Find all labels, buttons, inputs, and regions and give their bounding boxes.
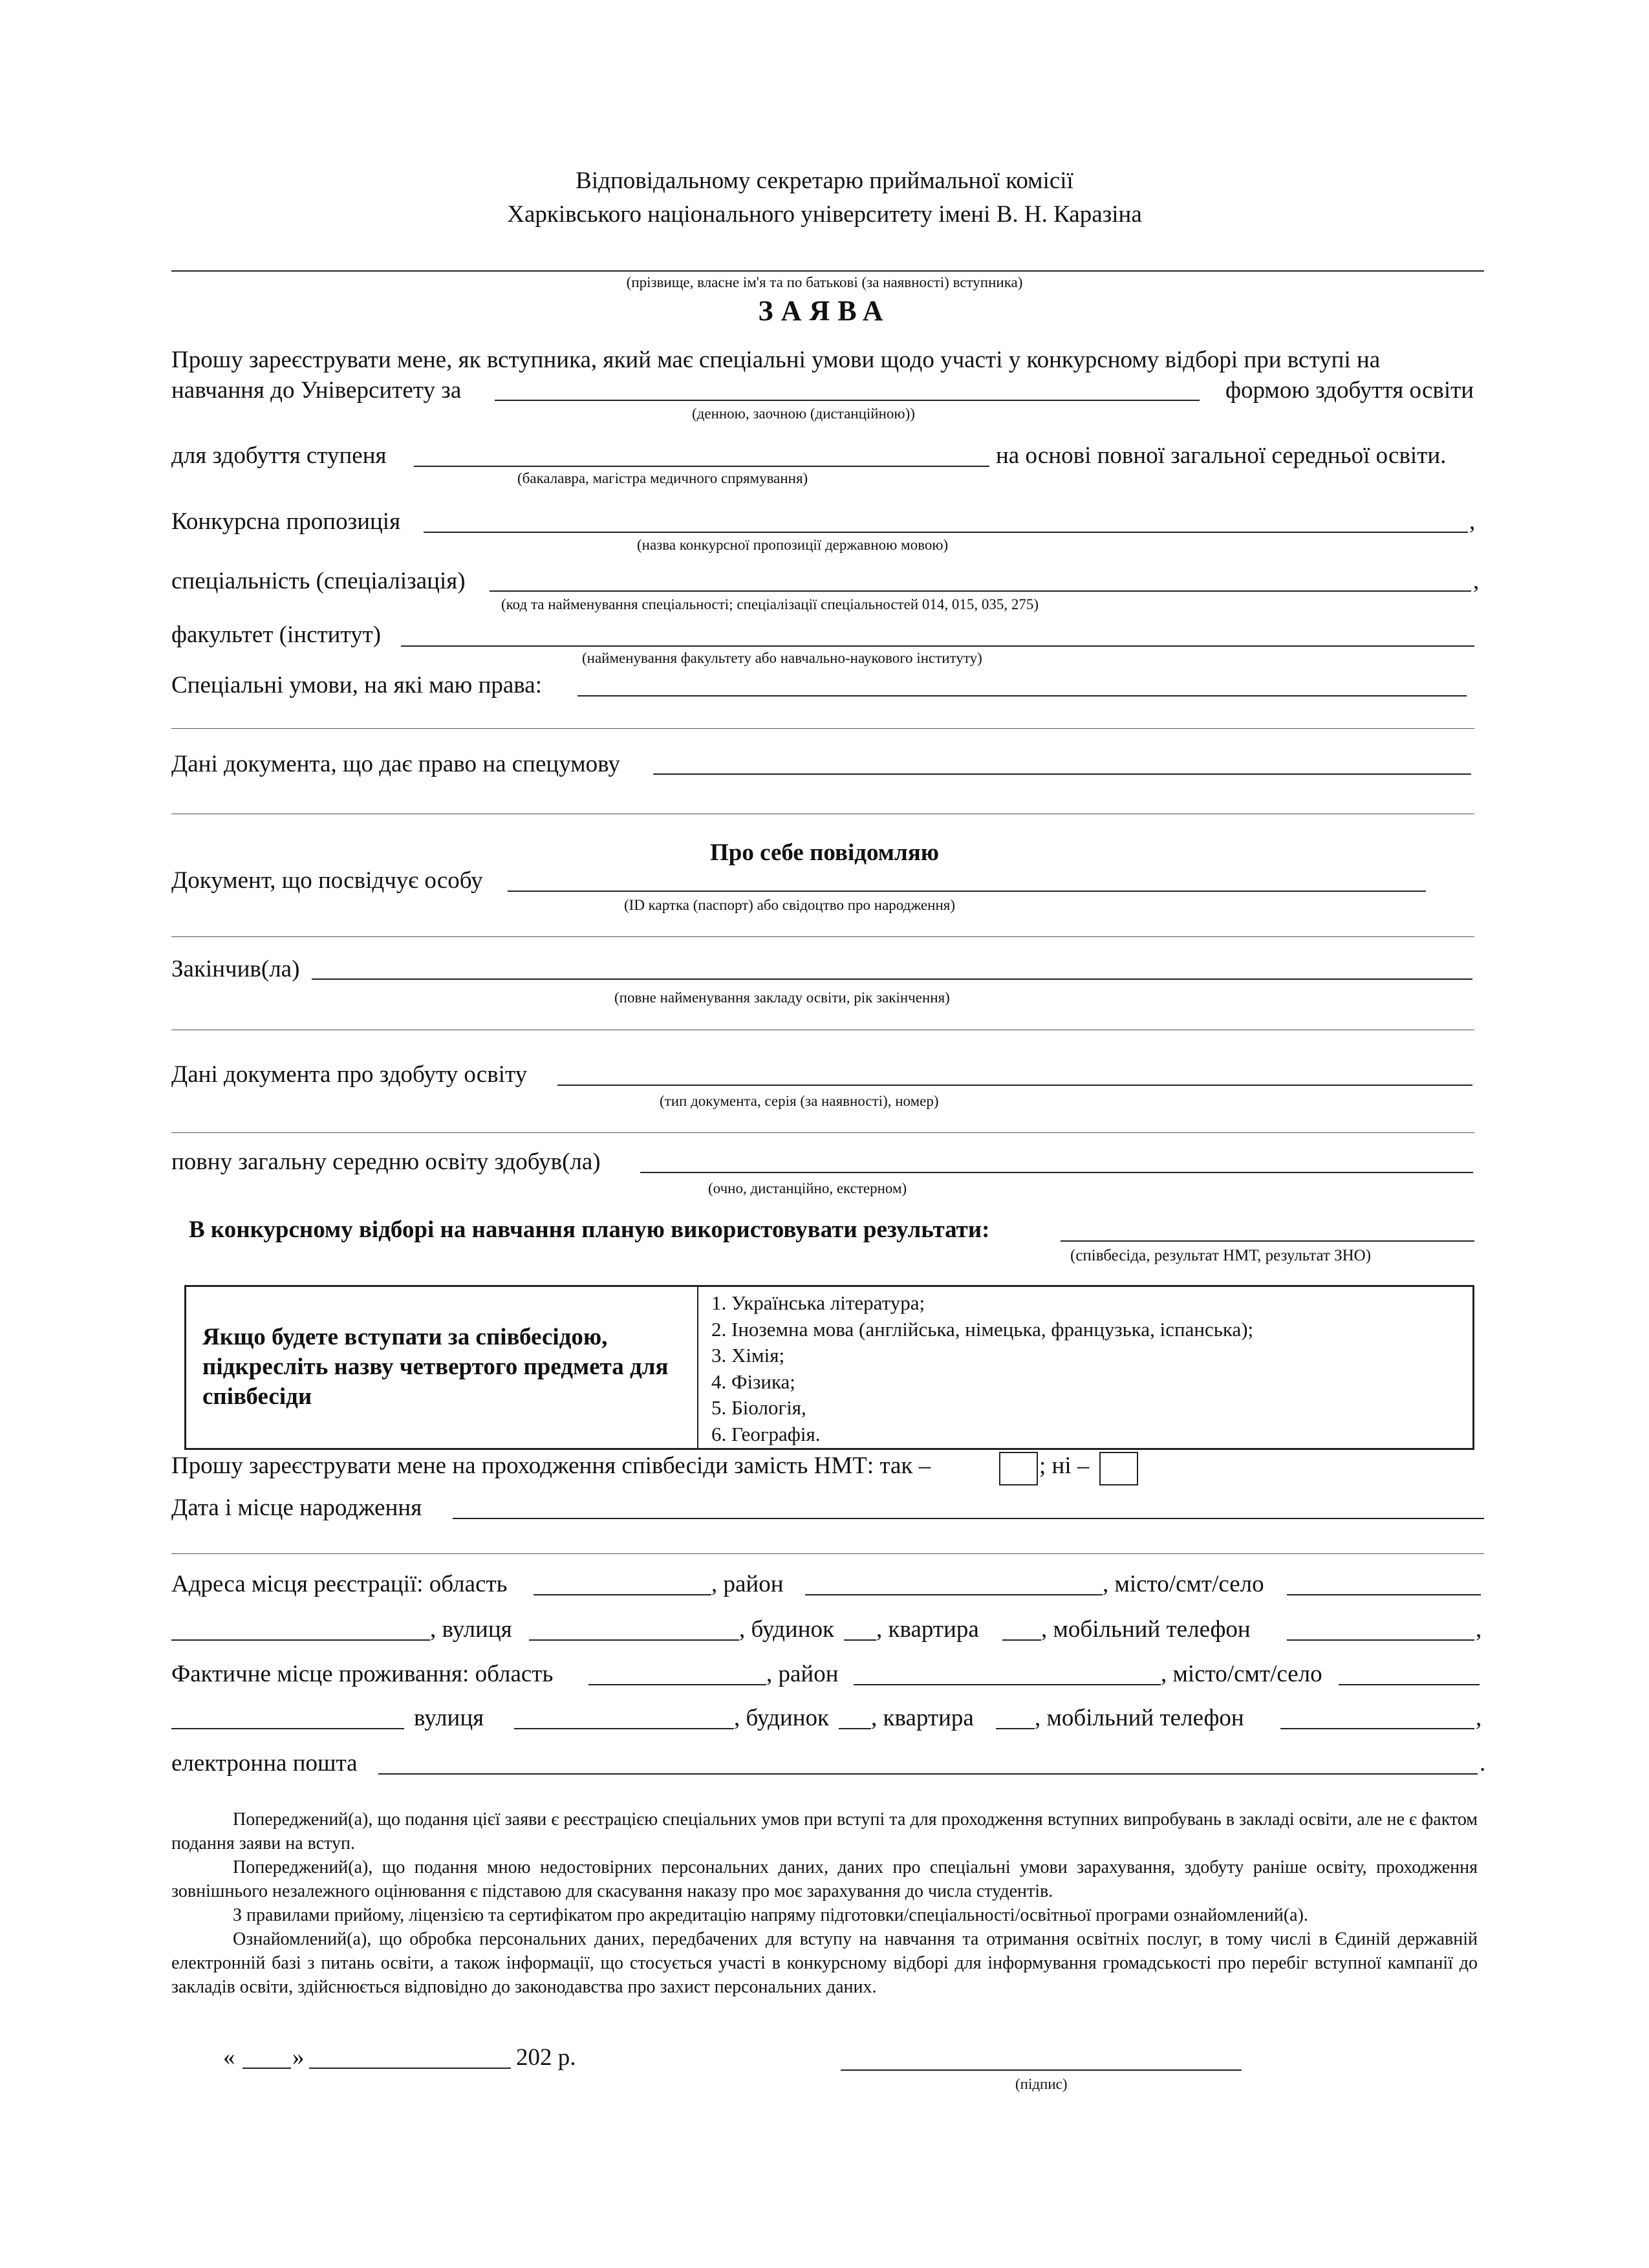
results-hint: (співбесіда, результат НМТ, результат ЗНО)	[1070, 1247, 1372, 1264]
subject-item[interactable]: 6. Географія.	[711, 1422, 821, 1445]
proposal-hint: (назва конкурсної пропозиції державною мовою)	[637, 537, 949, 553]
reg-raion-label: , район	[711, 1571, 784, 1597]
study-form-hint: (денною, заочною (дистанційною))	[692, 405, 915, 422]
date-year: 202 р.	[516, 2044, 576, 2071]
reg-city-label: , місто/смт/село	[1103, 1571, 1264, 1597]
reg-apt-line[interactable]	[1002, 1639, 1041, 1641]
fact-oblast-label: Фактичне місце проживання: область	[171, 1661, 554, 1687]
study-form-line[interactable]	[495, 400, 1200, 401]
proposal-line[interactable]	[424, 532, 1468, 533]
id-doc-line[interactable]	[508, 891, 1426, 892]
faculty-line[interactable]	[401, 645, 1474, 647]
fact-apt-line[interactable]	[996, 1728, 1035, 1729]
graduated-line[interactable]	[312, 978, 1472, 980]
secondary-edu-hint: (очно, дистанційно, екстерном)	[708, 1180, 907, 1196]
birth-line[interactable]	[453, 1518, 1484, 1519]
fact-street-line[interactable]	[514, 1728, 734, 1729]
email-label: електронна пошта	[171, 1750, 358, 1777]
id-doc-label: Документ, що посвідчує особу	[171, 867, 483, 894]
graduated-label: Закінчив(ла)	[171, 956, 300, 982]
edu-doc-hint: (тип документа, серія (за наявності), номер)	[660, 1093, 939, 1109]
subject-item[interactable]: 2. Іноземна мова (англійська, німецька, французька, іспанська);	[711, 1317, 1254, 1341]
signature-line[interactable]	[841, 2069, 1242, 2071]
conditions-label: Спеціальні умови, на які маю права:	[171, 672, 542, 698]
degree-line[interactable]	[414, 466, 989, 467]
fact-extra-line[interactable]	[171, 1728, 404, 1729]
reg-house-label: , будинок	[739, 1616, 834, 1643]
reg-street-line[interactable]	[529, 1639, 739, 1641]
fact-phone-label: , мобільний телефон	[1035, 1705, 1244, 1731]
fact-oblast-line[interactable]	[588, 1684, 766, 1685]
conditions-line-1[interactable]	[577, 695, 1467, 697]
reg-raion-line[interactable]	[805, 1594, 1103, 1595]
reg-city-line[interactable]	[1287, 1594, 1481, 1595]
secondary-edu-label: повну загальну середню освіту здобув(ла)	[171, 1149, 601, 1175]
fact-raion-label: , район	[766, 1661, 839, 1687]
fact-phone-line[interactable]	[1280, 1728, 1474, 1729]
reg-house-line[interactable]	[844, 1639, 876, 1641]
reg-phone-line[interactable]	[1287, 1639, 1474, 1641]
specialty-label: спеціальність (спеціалізація)	[171, 568, 466, 594]
date-close-quote: »	[292, 2044, 305, 2071]
reg-oblast-line[interactable]	[534, 1594, 711, 1595]
secondary-edu-line[interactable]	[640, 1172, 1473, 1173]
id-doc-hint: (ID картка (паспорт) або свідоцтво про народження)	[624, 897, 955, 913]
study-form-suffix: формою здобуття освіти	[1225, 377, 1474, 404]
interview-yes-checkbox[interactable]	[999, 1452, 1038, 1485]
reg-apt-label: , квартира	[876, 1616, 979, 1643]
results-line[interactable]	[1061, 1240, 1474, 1242]
addressee-line-1: Відповідальному секретарю приймальної комісії	[576, 167, 1073, 194]
reg-oblast-label: Адреса місця реєстрації: область	[171, 1571, 508, 1597]
degree-hint: (бакалавра, магістра медичного спрямування)	[517, 470, 808, 486]
degree-suffix: на основі повної загальної середньої освіти.	[996, 442, 1447, 469]
signature-hint: (підпис)	[1015, 2076, 1068, 2092]
interview-subject-table	[184, 1285, 1474, 1450]
table-divider	[697, 1287, 698, 1448]
document-title: ЗАЯВА	[758, 295, 891, 327]
conditions-line-2[interactable]	[171, 728, 1474, 729]
applicant-name-line[interactable]	[171, 270, 1484, 272]
subject-list	[711, 1290, 1253, 1447]
faculty-hint: (найменування факультету або навчально-наукового інституту)	[582, 650, 982, 666]
date-month-line[interactable]	[309, 2068, 511, 2069]
birth-label: Дата і місце народження	[171, 1495, 422, 1521]
reg-street-label: , вулиця	[430, 1616, 512, 1643]
fact-raion-line[interactable]	[854, 1684, 1161, 1685]
interview-no-checkbox[interactable]	[1099, 1452, 1138, 1485]
specialty-line[interactable]	[490, 590, 1471, 592]
notice-paragraph: З правилами прийому, ліцензією та сертифікатом про акредитацію напряму підготовки/спеціальності/освітньої програми ознайомлений(а).	[233, 1905, 1308, 1925]
fact-house-line[interactable]	[839, 1728, 871, 1729]
edu-doc-line-2[interactable]	[171, 1132, 1474, 1133]
request-line-1: Прошу зареєструвати мене, як вступника, який має спеціальні умови щодо участі у конкурсному відборі при вступі на	[171, 347, 1381, 373]
subject-item[interactable]: 1. Українська література;	[711, 1291, 925, 1314]
graduated-hint: (повне найменування закладу освіти, рік закінчення)	[614, 989, 950, 1006]
fact-apt-label: , квартира	[871, 1705, 974, 1731]
subject-item[interactable]: 3. Хімія;	[711, 1344, 785, 1366]
reg-extra-line[interactable]	[171, 1639, 430, 1641]
specialty-hint: (код та найменування спеціальності; спеціалізації спеціальностей 014, 015, 035, 275)	[501, 596, 1039, 612]
addressee-line-2: Харківського національного університету імені В. Н. Каразіна	[507, 201, 1142, 228]
results-label: В конкурсному відборі на навчання планую використовувати результати:	[189, 1216, 990, 1243]
subject-item[interactable]: 4. Фізика;	[711, 1370, 795, 1393]
notice-paragraph: Ознайомлений(а), що обробка персональних даних, передбачених для вступу на навчання та отримання освітніх послуг, в тому числі в Єдиній державній електронній базі з питань освіти, а також інформації, що стосується участі в конкурсному відборі для інформування громадськості про перебіг вступної кампанії до закладів освіти, здійснюється відповідно до законодавства про захист персональних даних.	[171, 1929, 1478, 1997]
notice-paragraphs	[171, 1808, 1478, 1999]
edu-doc-label: Дані документа про здобуту освіту	[171, 1061, 528, 1088]
degree-label: для здобуття ступеня	[171, 442, 387, 469]
subject-item[interactable]: 5. Біологія,	[711, 1396, 806, 1419]
faculty-label: факультет (інститут)	[171, 621, 382, 648]
special-doc-line-1[interactable]	[653, 773, 1471, 775]
date-open-quote: «	[223, 2044, 235, 2071]
request-line-2: навчання до Університету за	[171, 377, 462, 404]
about-heading: Про себе повідомляю	[709, 839, 939, 866]
id-doc-line-2[interactable]	[171, 936, 1474, 937]
edu-doc-line[interactable]	[557, 1085, 1472, 1086]
notice-paragraph: Попереджений(а), що подання мною недостовірних персональних даних, даних про спеціальні умови зарахування, здобуту раніше освіту, проходження зовнішнього незалежного оцінювання є підставою для скасування наказу про моє зарахування до числа студентів.	[171, 1857, 1478, 1901]
fact-city-label: , місто/смт/село	[1161, 1661, 1322, 1687]
applicant-name-hint: (прізвище, власне ім'я та по батькові (за наявності) вступника)	[626, 274, 1023, 290]
birth-line-2[interactable]	[171, 1553, 1484, 1554]
email-line[interactable]	[378, 1773, 1478, 1775]
date-day-line[interactable]	[242, 2068, 291, 2069]
fact-city-line[interactable]	[1339, 1684, 1480, 1685]
fact-street-label: вулиця	[414, 1705, 484, 1731]
reg-phone-label: , мобільний телефон	[1041, 1616, 1251, 1643]
fact-house-label: , будинок	[734, 1705, 829, 1731]
interview-instruction: Якщо будете вступати за співбесідою, підкресліть назву четвертого предмета для співбесіди	[202, 1324, 669, 1410]
special-doc-label: Дані документа, що дає право на спецумову	[171, 751, 620, 777]
proposal-label: Конкурсна пропозиція	[171, 508, 401, 535]
notice-paragraph: Попереджений(а), що подання цієї заяви є реєстрацією спеціальних умов при вступі та для проходження вступних випробувань в закладі освіти, але не є фактом подання заяви на вступ.	[171, 1809, 1478, 1853]
interview-no-label: ; ні –	[1039, 1453, 1090, 1479]
interview-request: Прошу зареєструвати мене на проходження співбесіди замість НМТ: так –	[171, 1453, 931, 1479]
